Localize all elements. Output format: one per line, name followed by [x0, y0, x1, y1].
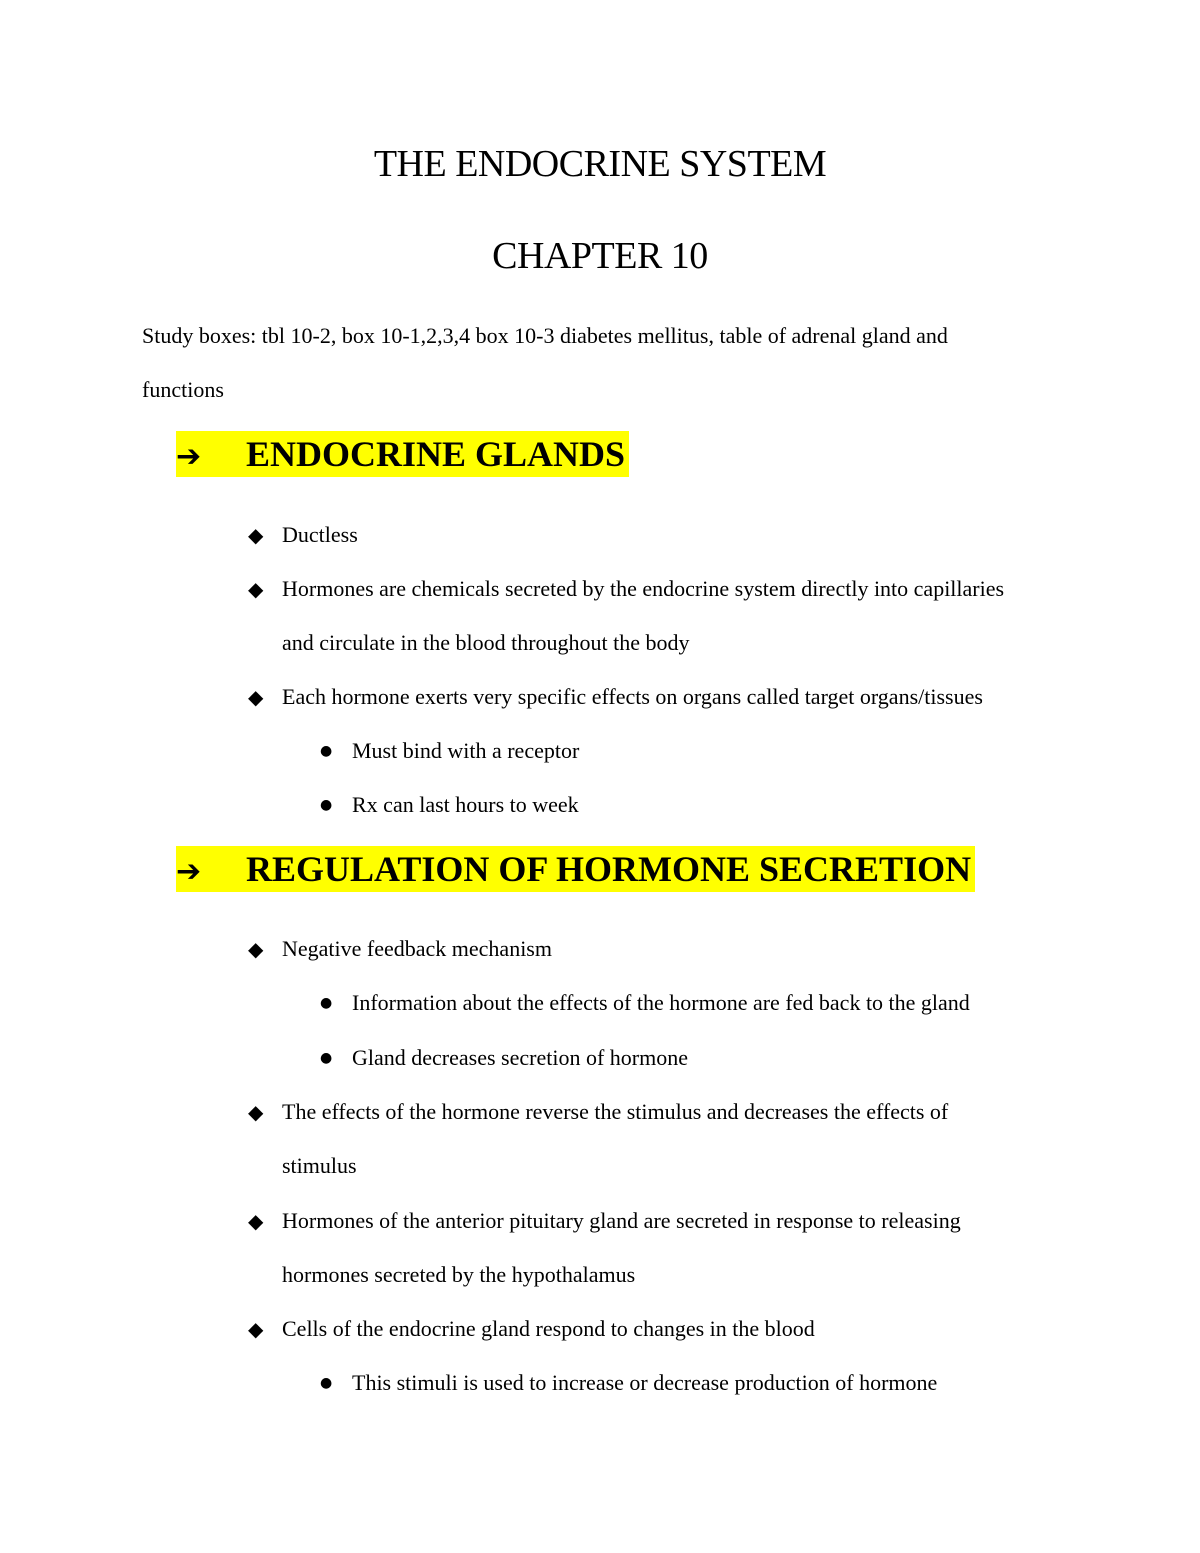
list-item: [248, 922, 552, 976]
sub-list-item: [320, 1031, 688, 1085]
dot-bullet-icon: ●: [320, 1050, 333, 1066]
list-item-text: Hormones are chemicals secreted by the endocrine system directly into capillaries: [282, 576, 1005, 601]
list-item-text: and circulate in the blood throughout the body: [282, 630, 690, 655]
list-item: [248, 1085, 949, 1139]
list-item-text: Rx can last hours to week: [352, 792, 579, 817]
section-heading-text: ENDOCRINE GLANDS: [246, 434, 626, 474]
section-heading-endocrine-glands: [176, 431, 629, 477]
list-item-text: hormones secreted by the hypothalamus: [282, 1262, 636, 1287]
list-item-text: Gland decreases secretion of hormone: [352, 1045, 688, 1070]
list-item-text: stimulus: [282, 1153, 357, 1178]
section-heading-regulation: [176, 846, 975, 892]
list-item-text: Each hormone exerts very specific effects on organs called target organs/tissues: [282, 684, 983, 709]
list-item: [248, 1194, 961, 1248]
diamond-bullet-icon: ◆: [248, 937, 264, 961]
list-item: [248, 562, 1005, 616]
list-item-text: The effects of the hormone reverse the stimulus and decreases the effects of: [282, 1099, 949, 1124]
dot-bullet-icon: ●: [320, 995, 333, 1011]
dot-bullet-icon: ●: [320, 1375, 333, 1391]
diamond-bullet-icon: ◆: [248, 1100, 264, 1124]
list-item-text: Ductless: [282, 522, 358, 547]
diamond-bullet-icon: ◆: [248, 1317, 264, 1341]
diamond-bullet-icon: ◆: [248, 577, 264, 601]
list-item-text: Information about the effects of the hormone are fed back to the gland: [352, 990, 970, 1015]
list-item-text: This stimuli is used to increase or decrease production of hormone: [352, 1370, 938, 1395]
document-title: THE ENDOCRINE SYSTEM: [373, 143, 827, 185]
list-item: [248, 1302, 815, 1356]
arrow-icon: ➔: [176, 439, 202, 474]
list-item-text: Hormones of the anterior pituitary gland are secreted in response to releasing: [282, 1208, 961, 1233]
sub-list-item: [320, 1356, 938, 1410]
sub-list-item: [320, 976, 970, 1030]
section-heading-text: REGULATION OF HORMONE SECRETION: [246, 849, 972, 889]
list-item: [248, 508, 358, 562]
diamond-bullet-icon: ◆: [248, 685, 264, 709]
arrow-icon: ➔: [176, 854, 202, 889]
list-item-text: Cells of the endocrine gland respond to changes in the blood: [282, 1316, 815, 1341]
dot-bullet-icon: ●: [320, 797, 333, 813]
list-item-text: Must bind with a receptor: [352, 738, 580, 763]
list-item-continuation: [282, 1139, 357, 1193]
diamond-bullet-icon: ◆: [248, 1209, 264, 1233]
study-boxes-line-1: Study boxes: tbl 10-2, box 10-1,2,3,4 box 10-3 diabetes mellitus, table of adrenal gland and: [142, 323, 948, 348]
list-item-text: Negative feedback mechanism: [282, 936, 552, 961]
chapter-title: CHAPTER 10: [492, 235, 708, 277]
sub-list-item: [320, 778, 579, 832]
list-item: [248, 670, 983, 724]
sub-list-item: [320, 724, 580, 778]
dot-bullet-icon: ●: [320, 743, 333, 759]
list-item-continuation: [282, 616, 690, 670]
diamond-bullet-icon: ◆: [248, 523, 264, 547]
study-boxes-line-2: functions: [142, 377, 224, 402]
list-item-continuation: [282, 1248, 635, 1302]
